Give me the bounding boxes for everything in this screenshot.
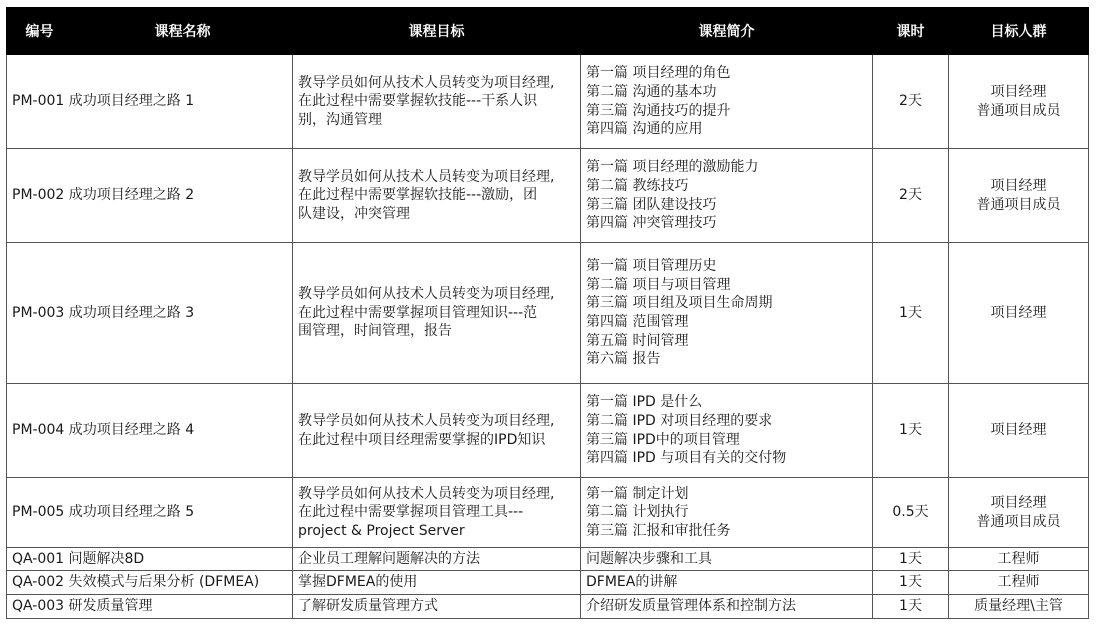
table-row [7, 571, 1089, 595]
course-intro-cell-line: 第三篇 IPD中的项目管理 [586, 431, 740, 448]
header-audience: 目标人群 [949, 8, 1089, 55]
hours-cell: 2天 [873, 149, 949, 243]
hours-cell: 1天 [873, 243, 949, 384]
audience-cell [949, 243, 1089, 384]
course-intro-cell [581, 571, 873, 595]
course-goal-cell-line: 企业员工理解问题解决的方法 [298, 550, 480, 567]
table-row [7, 55, 1089, 149]
table-row [7, 149, 1089, 243]
course-goal-cell-line: 教导学员如何从技术人员转变为项目经理, [298, 286, 555, 303]
course-name-cell: PM-005 成功项目经理之路 5 [7, 478, 293, 548]
course-name-cell: QA-002 失效模式与后果分析 (DFMEA) [7, 571, 293, 595]
course-table [6, 7, 1089, 619]
course-intro-cell [581, 384, 873, 478]
course-intro-cell-line: 第二篇 教练技巧 [586, 177, 689, 194]
course-goal-cell [293, 384, 581, 478]
audience-cell [949, 548, 1089, 571]
audience-cell [949, 149, 1089, 243]
header-id: 编号 [7, 8, 73, 55]
course-goal-cell [293, 478, 581, 548]
audience-cell-line: 工程师 [997, 574, 1040, 591]
course-goal-cell-line: 在此过程中项目经理需要掌握的IPD知识 [298, 431, 546, 448]
audience-cell-line: 普通项目成员 [976, 102, 1061, 119]
audience-cell [949, 478, 1089, 548]
table-row [7, 384, 1089, 478]
course-goal-cell-line: 教导学员如何从技术人员转变为项目经理, [298, 74, 555, 91]
course-goal-cell-line: 在此过程中需要掌握项目管理知识---范 [298, 304, 538, 321]
course-goal-cell-line: 在此过程中需要掌握项目管理工具--- [298, 504, 524, 521]
hours-cell: 1天 [873, 548, 949, 571]
hours-cell: 1天 [873, 384, 949, 478]
course-intro-cell-line: 第一篇 项目管理历史 [586, 258, 717, 275]
course-intro-cell-line: 第三篇 沟通技巧的提升 [586, 102, 731, 119]
audience-cell [949, 571, 1089, 595]
audience-cell [949, 595, 1089, 619]
course-goal-cell [293, 548, 581, 571]
table-header-row [7, 8, 1089, 55]
course-goal-cell-line: 在此过程中需要掌握软技能---激励，团 [298, 187, 538, 204]
audience-cell-line: 普通项目成员 [976, 513, 1061, 530]
header-course-name: 课程名称 [73, 8, 293, 55]
course-intro-cell-line: 第四篇 范围管理 [586, 314, 689, 330]
course-intro-cell-line: 介绍研发质量管理体系和控制方法 [586, 598, 796, 615]
header-course-intro: 课程简介 [581, 8, 873, 55]
course-goal-cell-line: 教导学员如何从技术人员转变为项目经理, [298, 485, 555, 502]
course-name-cell: PM-001 成功项目经理之路 1 [7, 55, 293, 149]
course-name-cell: PM-002 成功项目经理之路 2 [7, 149, 293, 243]
course-intro-cell-line: 第四篇 IPD 与项目有关的交付物 [586, 450, 787, 467]
header-course-goal: 课程目标 [293, 8, 581, 55]
course-intro-cell [581, 595, 873, 619]
course-name-cell: PM-003 成功项目经理之路 3 [7, 243, 293, 384]
table-body [7, 55, 1089, 619]
table-row [7, 595, 1089, 619]
audience-cell-line: 质量经理\主管 [974, 598, 1063, 615]
course-intro-cell-line: 第三篇 汇报和审批任务 [586, 522, 731, 539]
course-intro-cell-line: DFMEA的讲解 [586, 574, 678, 591]
course-intro-cell-line: 第五篇 时间管理 [586, 332, 689, 349]
audience-cell-line: 项目经理 [990, 83, 1047, 100]
course-goal-cell-line: 了解研发质量管理方式 [298, 598, 438, 615]
audience-cell [949, 55, 1089, 149]
audience-cell-line: 项目经理 [990, 494, 1047, 511]
course-intro-cell-line: 问题解决步骤和工具 [586, 550, 712, 567]
table-row [7, 243, 1089, 384]
hours-cell: 1天 [873, 571, 949, 595]
course-intro-cell-line: 第一篇 项目经理的激励能力 [586, 159, 759, 176]
course-intro-cell-line: 第六篇 报告 [586, 351, 661, 368]
course-goal-cell-line: 别，沟通管理 [298, 111, 382, 128]
hours-cell: 1天 [873, 595, 949, 619]
course-intro-cell-line: 第一篇 IPD 是什么 [586, 394, 703, 411]
course-goal-cell [293, 595, 581, 619]
audience-cell-line: 工程师 [997, 550, 1040, 567]
course-goal-cell [293, 571, 581, 595]
course-intro-cell-line: 第一篇 项目经理的角色 [586, 65, 731, 82]
course-intro-cell-line: 第一篇 制定计划 [586, 485, 689, 502]
course-goal-cell-line: 围管理，时间管理，报告 [298, 323, 452, 340]
course-goal-cell [293, 149, 581, 243]
course-name-cell: QA-003 研发质量管理 [7, 595, 293, 619]
course-intro-cell-line: 第二篇 IPD 对项目经理的要求 [586, 412, 773, 429]
course-intro-cell [581, 149, 873, 243]
course-name-cell: PM-004 成功项目经理之路 4 [7, 384, 293, 478]
hours-cell: 2天 [873, 55, 949, 149]
hours-cell: 0.5天 [873, 478, 949, 548]
course-goal-cell-line: 教导学员如何从技术人员转变为项目经理, [298, 168, 555, 185]
audience-cell-line: 项目经理 [990, 422, 1047, 439]
course-intro-cell-line: 第二篇 计划执行 [586, 504, 689, 521]
course-goal-cell [293, 243, 581, 384]
course-name-cell: QA-001 问题解决8D [7, 548, 293, 571]
course-intro-cell-line: 第三篇 团队建设技巧 [586, 196, 717, 213]
course-intro-cell [581, 55, 873, 149]
course-intro-cell [581, 478, 873, 548]
course-intro-cell-line: 第二篇 项目与项目管理 [586, 276, 731, 293]
course-intro-cell-line: 第四篇 沟通的应用 [586, 121, 703, 138]
audience-cell-line: 普通项目成员 [976, 196, 1061, 213]
audience-cell-line: 项目经理 [990, 177, 1047, 194]
audience-cell [949, 384, 1089, 478]
course-intro-cell-line: 第三篇 项目组及项目生命周期 [586, 295, 773, 312]
course-goal-cell [293, 55, 581, 149]
header-hours: 课时 [873, 8, 949, 55]
audience-cell-line: 项目经理 [990, 304, 1047, 321]
course-goal-cell-line: 在此过程中需要掌握软技能---干系人识 [298, 93, 538, 110]
table-row [7, 478, 1089, 548]
course-goal-cell-line: project & Project Server [298, 522, 465, 539]
course-goal-cell-line: 掌握DFMEA的使用 [298, 574, 418, 591]
course-intro-cell-line: 第四篇 冲突管理技巧 [586, 215, 717, 232]
table-row [7, 548, 1089, 571]
course-intro-cell [581, 243, 873, 384]
course-goal-cell-line: 教导学员如何从技术人员转变为项目经理, [298, 412, 555, 429]
course-goal-cell-line: 队建设，冲突管理 [298, 205, 410, 222]
course-intro-cell [581, 548, 873, 571]
course-intro-cell-line: 第二篇 沟通的基本功 [586, 83, 717, 100]
